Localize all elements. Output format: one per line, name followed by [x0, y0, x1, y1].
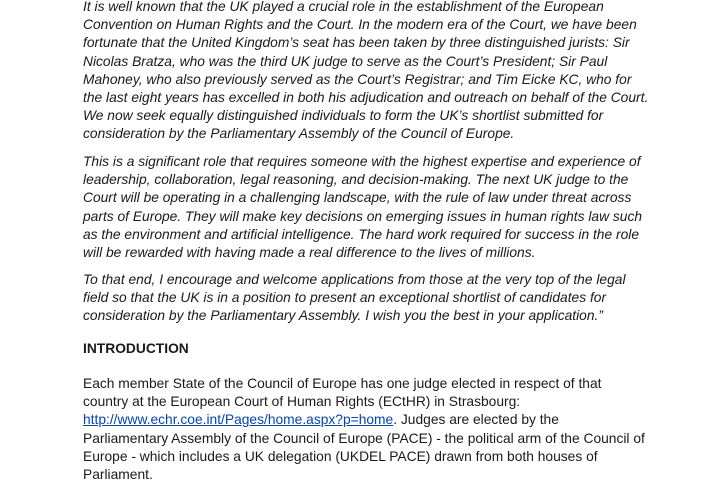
text-line: Parliament.	[83, 467, 153, 483]
text-line: It is well known that the UK played a crucial role in the establishment of the European	[83, 0, 604, 14]
text-line: Each member State of the Council of Europe has one judge elected in respect of that	[83, 376, 602, 391]
text-line: Nicolas Bratza, who was the third UK judge to serve as the Court’s President; Sir Paul	[83, 53, 608, 69]
text-line-with-link	[83, 411, 643, 429]
text-line: Mahoney, who also previously served as the Court’s Registrar; and Tim Eicke KC, who for	[83, 71, 632, 87]
text-fragment: . Judges are elected by the	[393, 412, 559, 428]
text-line: leadership, collaboration, legal reasoning, and decision-making. The next UK judge to the	[83, 172, 629, 188]
text-line: Parliamentary Assembly of the Council of Europe (PACE) - the political arm of the Council of	[83, 430, 645, 446]
text-line: consideration by the Parliamentary Assembly of the Council of Europe.	[83, 126, 515, 142]
text-line: This is a significant role that requires someone with the highest expertise and experience of	[83, 154, 641, 169]
text-line: consideration by the Parliamentary Assembly. I wish you the best in your application.”	[83, 308, 603, 324]
quote-paragraph-1	[83, 0, 649, 144]
text-line: To that end, I encourage and welcome applications from those at the very top of the legal	[83, 272, 626, 287]
text-line: We now seek equally distinguished individuals to form the UK’s shortlist submitted for	[83, 108, 604, 124]
text-line: the last eight years has excelled in both his adjudication and outreach on behalf of the Court.	[83, 90, 649, 106]
text-line: Europe - which includes a UK delegation (UKDEL PACE) drawn from both houses of	[83, 448, 598, 464]
text-line: Court will be operating in a challenging landscape, with the rule of law under threat across	[83, 190, 632, 206]
text-line: parts of Europe. They will make key decisions on emerging issues in human rights law such	[83, 208, 643, 224]
text-line: will be rewarded with having made a real difference to the lives of millions.	[83, 245, 536, 261]
echr-link[interactable]: http://www.echr.coe.int/Pages/home.aspx?p=home	[83, 412, 394, 428]
text-line: as the environment and artificial intelligence. The hard work required for success in the role	[83, 226, 639, 242]
intro-paragraph	[83, 375, 643, 484]
text-line: field so that the UK is in a position to present an exceptional shortlist of candidates for	[83, 290, 607, 306]
text-line: Convention on Human Rights and the Court. In the modern era of the Court, we have been	[83, 17, 637, 33]
text-line: country at the European Court of Human Rights (ECtHR) in Strasbourg:	[83, 394, 521, 410]
quote-paragraph-2	[83, 153, 643, 262]
quote-paragraph-3	[83, 271, 643, 326]
section-heading: INTRODUCTION	[83, 341, 189, 356]
text-line: fortunate that the United Kingdom’s seat has been taken by three distinguished jurists: Sir	[83, 35, 630, 51]
